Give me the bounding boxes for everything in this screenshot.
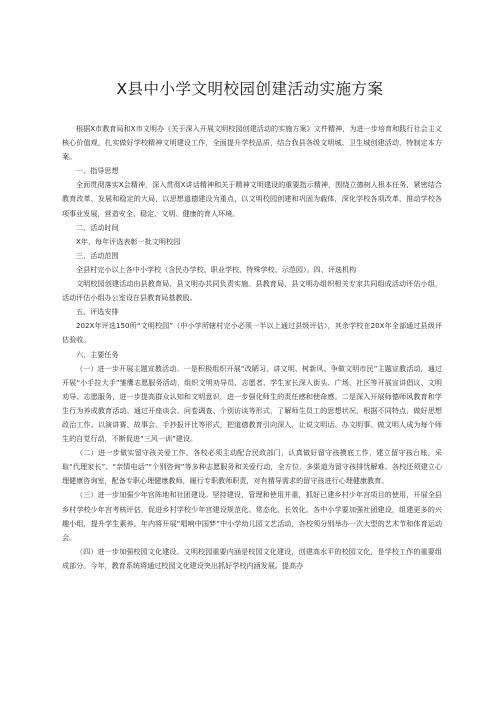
section-heading: 二、活动时间 [76, 222, 119, 232]
body-paragraph: X年，每年评选表彰一批文明校园 [76, 236, 181, 246]
body-paragraph: 202X年评选150所“文明校园”（中小学所辖村完小必须一半以上通过县级评估），其余学校在20X年全部通过县级评估验收。 [62, 321, 442, 345]
body-paragraph: （一）进一步开展主题宣教活动。一是积极组织开展“改陋习、讲文明、树新风、争做文明市民”主题宣教活动，通过开展“小手拉大手”雏鹰志愿服务活动，组织文明劝导员、志愿者、学生家长深入街头、广场、社区等开展宣讲倡议、文明劝导、志愿服务，进一步提高群众认知和文明意识，进一步强化师生的责任感和使命感。二是深入开展师德师风教育和学生行为养成教育活动。通过开座谈会、问卷调查、个别访谈等形式，了解师生员工的思想状况，根据不同特点，做好思想政治工作。以演讲赛、故事会、手抄报评比等形式，把道德教育引向深入，让说文明话、办文明事、做文明人成为每个师生的自觉行动，不断促进“三风一训”建设。 [62, 363, 442, 444]
body-paragraph: 文明校园创建活动由县教育局、县文明办共同负责实施。县教育局、县文明办组织相关专家共同组成活动评估小组，活动评估小组办公室设在县教育局基教股。 [62, 279, 442, 303]
intro-paragraph: 根据X市教育局和X市文明办《关于深入开展文明校园创建活动的实施方案》文件精神，为进一步培育和践行社会主义核心价值观，扎实做好学校精神文明建设工作，全面提升学校品质，结合我县各级文明城、卫生城创建活动，特制定本方案。 [62, 124, 442, 162]
section-heading: 五、评选安排 [76, 307, 119, 317]
body-paragraph: （二）进一步做实留守孩关爱工作。各校必须主动配合民政部门，认真做好留守孩摸底工作，建立留守孩台账。采取“代理家长”、“亲情电话”“个别咨询”等多种志愿服务和关爱行动，全方位、多渠道为留守孩排忧解难。各校还须建立心理健康咨询室，配备专职心理健康教师，履行专职教师职责，对有精导需求的留守孩进行心理健康教育。 [62, 448, 442, 486]
body-paragraph: 全县村完小以上各中小学校（含民办学校、职业学校、特殊学校、示范园）。四、评选机构 [76, 264, 357, 274]
section-heading: 六、主要任务 [76, 349, 119, 359]
document-title: X县中小学文明校园创建活动实施方案 [116, 80, 384, 98]
section-heading: 三、活动范围 [76, 250, 119, 260]
section-heading: 一、指导思想 [76, 166, 119, 176]
body-paragraph: 全面贯彻落实X会精神，深入贯彻X讲话精神和关于精神文明建设的重要指示精神，围绕立德树人根本任务，紧密结合教育改革、发展和稳定的大局，以思想道德建设为重点，以文明校园创建和巩固为载体，深化学校各项改革，推动学校各项事业发展，营造安全、稳定、文明、健康的育人环境。 [62, 180, 442, 218]
document-body [62, 122, 442, 573]
body-paragraph: （三）进一步加强少年宫阵地和社团建设。坚持建设、管理和使用并重，抓好已建乡村少年宫项目的使用，开展全县乡村学校少年宫考核评估，促进乡村学校少年宫建设规范化、常态化、长效化。各中小学要加强社团建设，组建更多的兴趣小组，提升学生素养。年内将开展“唱响中国梦”中小学幼儿园文艺活动，各校须分别举办一次大型的艺术节和体育运动会。 [62, 490, 442, 542]
body-paragraph: （四）进一步加强校园文化建设。文明校园重要内涵是校园文化建设，创建高水平的校园文化，是学校工作的重要组成部分。今年，教育系统将通过校园文化建设突出抓好学校内涵发展。提高办 [62, 546, 442, 570]
